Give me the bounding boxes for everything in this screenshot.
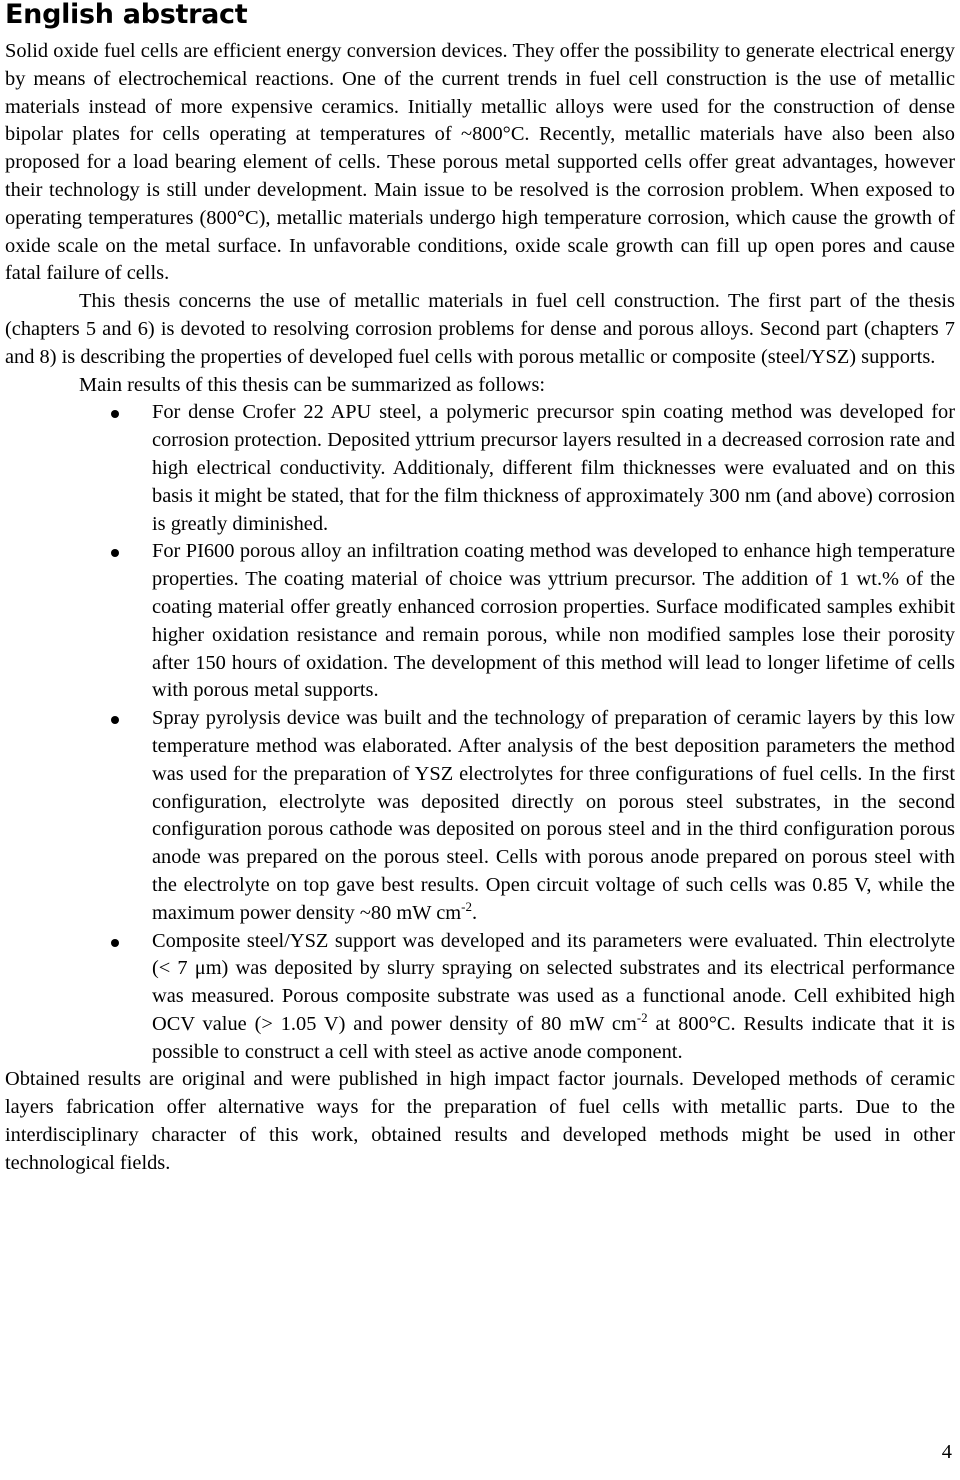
bullet-icon (111, 939, 119, 947)
list-item-text: Composite steel/YSZ support was developed and its parameters were evaluated. Thin electrolyte (< 7 μm) was deposited by slurry spraying on selected substrates and its electrical performance was measured. Porous composite substrate was used as a functional anode. Cell exhibited high OCV value (> 1.05 V) and power density of 80 mW cm (152, 929, 955, 1035)
conclusion-paragraph: Obtained results are original and were published in high impact factor journals. Developed methods of ceramic layers fabrication offer alternative ways for the preparation of fuel cells with metallic parts. Due to the interdisciplinary character of this work, obtained results and developed methods might be used in other technological fields. (5, 1068, 955, 1174)
list-item-text-end: at 800°C. Results indicate that it is possible to construct a cell with steel as active anode component. (152, 1012, 955, 1063)
exponent: -2 (461, 898, 472, 914)
list-item-text-end: . (471, 901, 478, 924)
list-item-composite-support (5, 928, 955, 1067)
list-item-spray-pyrolysis (5, 705, 955, 927)
list-item-text: Spray pyrolysis device was built and the technology of preparation of ceramic layers by this low temperature method was elaborated. After analysis of the best deposition parameters the method was used for the preparation of YSZ electrolytes for three configurations of fuel cells. In the first configuration, electrolyte was deposited directly on porous steel substrates, in the second configuration porous cathode was deposited on porous steel and in the third configuration porous anode was prepared on the porous steel. Cells with porous anode prepared on porous steel with the electrolyte on top gave best results. Open circuit voltage of such cells was 0.85 V, while the maximum power density ~80 mW cm (152, 707, 955, 924)
abstract-page (5, 0, 955, 1178)
list-item-pi600 (5, 538, 955, 705)
thesis-scope-paragraph: This thesis concerns the use of metallic materials in fuel cell construction. The first part of the thesis (chapters 5 and 6) is devoted to resolving corrosion problems for dense and porous alloys. Second part (chapters 7 and 8) is describing the properties of developed fuel cells with porous metallic or composite (steel/YSZ) supports. (5, 290, 955, 368)
list-item-text: For PI600 porous alloy an infiltration coating method was developed to enhance high temperature properties. The coating material of choice was yttrium precursor. The addition of 1 wt.% of the coating material offer greatly enhanced corrosion properties. Surface modificated samples exhibit higher oxidation resistance and remain porous, while non modified samples lose their porosity after 150 hours of oxidation. The development of this method will lead to longer lifetime of cells with porous metal supports. (152, 540, 955, 702)
results-lead: Main results of this thesis can be summarized as follows: (79, 373, 546, 396)
bullet-icon (111, 549, 119, 557)
exponent: -2 (636, 1010, 648, 1026)
list-item-crofer (5, 399, 955, 538)
page-number: 4 (941, 1441, 952, 1463)
results-list (5, 399, 955, 1066)
bullet-icon (111, 410, 119, 418)
page-title: English abstract (5, 0, 248, 30)
list-item-text: For dense Crofer 22 APU steel, a polymeric precursor spin coating method was developed for corrosion protection. Deposited yttrium precursor layers resulted in a decreased corrosion rate and high electrical conductivity. Additionaly, different film thicknesses were evaluated and on this basis it might be stated, that for the film thickness of approximately 300 nm (and above) corrosion is greatly diminished. (152, 401, 955, 535)
intro-paragraph: Solid oxide fuel cells are efficient energy conversion devices. They offer the possibility to generate electrical energy by means of electrochemical reactions. One of the current trends in fuel cell construction is the use of metallic materials instead of more expensive ceramics. Initially metallic alloys were used for the construction of dense bipolar plates for cells operating at temperatures of ~800°C. Recently, metallic materials have also been also proposed for a load bearing element of cells. These porous metal supported cells offer great advantages, however their technology is still under development. Main issue to be resolved is the corrosion problem. When exposed to operating temperatures (800°C), metallic materials undergo high temperature corrosion, which cause the growth of oxide scale on the metal surface. In unfavorable conditions, oxide scale growth can fill up open pores and cause fatal failure of cells. (5, 40, 955, 285)
bullet-icon (111, 716, 119, 724)
